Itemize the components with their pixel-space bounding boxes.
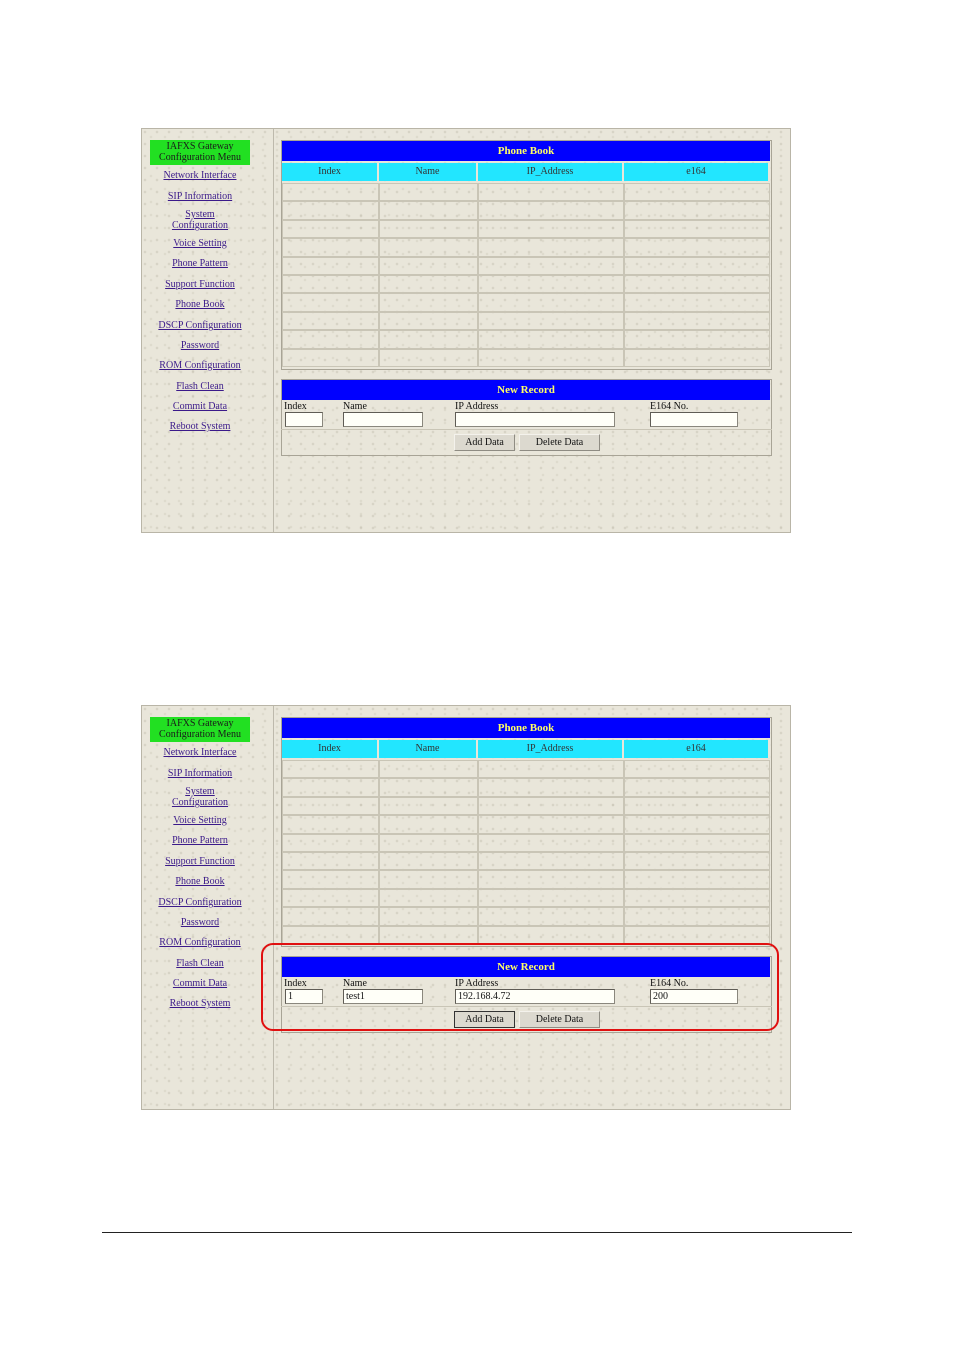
table-cell: [379, 852, 478, 870]
table-cell: [282, 220, 379, 238]
table-cell: [282, 797, 379, 815]
table-cell: [379, 815, 478, 833]
table-cell: [282, 312, 379, 330]
table-cell: [379, 220, 478, 238]
nav-system-line1: System: [185, 209, 215, 220]
table-row: [282, 870, 770, 888]
table-cell: [379, 907, 478, 925]
phone-book-header: [282, 163, 770, 181]
nav-password[interactable]: Password: [180, 340, 220, 351]
phone-book-rows: [282, 183, 770, 367]
nav-voice-setting[interactable]: Voice Setting: [173, 238, 227, 249]
table-cell: [282, 834, 379, 852]
table-row: [282, 852, 770, 870]
nav-support-function[interactable]: Support Function: [165, 279, 235, 290]
nav-commit-data[interactable]: Commit Data: [172, 401, 228, 412]
label-index: Index: [284, 401, 307, 412]
table-cell: [624, 926, 770, 944]
table-cell: [282, 778, 379, 796]
table-cell: [624, 834, 770, 852]
table-row: [282, 238, 770, 256]
label-index: Index: [284, 978, 307, 989]
col-index: Index: [282, 163, 379, 181]
phone-book-header: [282, 740, 770, 758]
nav-reboot-system[interactable]: Reboot System: [169, 421, 231, 432]
nav-flash-clean[interactable]: Flash Clean: [176, 381, 224, 392]
screenshot-filled-form: [141, 705, 791, 1110]
table-row: [282, 312, 770, 330]
table-cell: [282, 760, 379, 778]
nav-phone-book[interactable]: Phone Book: [175, 299, 225, 310]
table-cell: [624, 889, 770, 907]
table-row: [282, 293, 770, 311]
label-name: Name: [343, 401, 367, 412]
nav-phone-book[interactable]: Phone Book: [175, 876, 225, 887]
table-cell: [282, 201, 379, 219]
phone-book-title: Phone Book: [282, 141, 770, 161]
index-input[interactable]: [285, 412, 323, 427]
button-divider: [281, 429, 772, 430]
table-cell: [624, 852, 770, 870]
nav-system-configuration[interactable]: [142, 786, 258, 808]
label-ip-address: IP Address: [455, 401, 499, 412]
nav-phone-pattern[interactable]: Phone Pattern: [172, 258, 228, 269]
e164-input[interactable]: [650, 412, 738, 427]
table-cell: [379, 870, 478, 888]
ip-address-input[interactable]: [455, 412, 615, 427]
table-cell: [379, 201, 478, 219]
new-record-title: New Record: [282, 380, 770, 400]
table-cell: [379, 889, 478, 907]
table-row: [282, 201, 770, 219]
table-row: [282, 349, 770, 367]
brand-line-1: IAFXS Gateway: [166, 718, 234, 729]
nav-network-interface[interactable]: Network Interface: [163, 170, 237, 181]
table-cell: [478, 926, 624, 944]
table-cell: [624, 760, 770, 778]
col-name: Name: [379, 740, 478, 758]
col-ip-address: IP_Address: [478, 163, 624, 181]
table-cell: [478, 870, 624, 888]
table-cell: [282, 907, 379, 925]
nav-rom-configuration[interactable]: ROM Configuration: [159, 360, 241, 371]
nav-network-interface[interactable]: Network Interface: [163, 747, 237, 758]
nav-system-line2: Configuration: [171, 797, 229, 808]
phone-book-rows: [282, 760, 770, 944]
table-cell: [624, 797, 770, 815]
table-cell: [478, 852, 624, 870]
nav-reboot-system[interactable]: Reboot System: [169, 998, 231, 1009]
table-cell: [624, 275, 770, 293]
col-e164: e164: [624, 163, 770, 181]
table-cell: [282, 238, 379, 256]
screenshot-empty-form: [141, 128, 791, 533]
table-cell: [379, 183, 478, 201]
add-data-button[interactable]: Add Data: [454, 434, 515, 451]
table-cell: [478, 349, 624, 367]
nav-sip-information[interactable]: SIP Information: [167, 191, 233, 202]
new-record-title: New Record: [282, 957, 770, 977]
table-cell: [624, 907, 770, 925]
table-cell: [379, 797, 478, 815]
nav-system-line1: System: [185, 786, 215, 797]
table-cell: [624, 312, 770, 330]
nav-flash-clean[interactable]: Flash Clean: [176, 958, 224, 969]
label-ip-address: IP Address: [455, 978, 499, 989]
table-cell: [379, 293, 478, 311]
table-cell: [624, 349, 770, 367]
delete-data-button[interactable]: Delete Data: [519, 434, 600, 451]
table-cell: [282, 889, 379, 907]
table-cell: [379, 330, 478, 348]
table-cell: [282, 275, 379, 293]
table-cell: [379, 238, 478, 256]
table-cell: [478, 330, 624, 348]
table-cell: [624, 220, 770, 238]
table-cell: [624, 778, 770, 796]
table-cell: [478, 889, 624, 907]
col-index: Index: [282, 740, 379, 758]
table-cell: [478, 201, 624, 219]
nav-voice-setting[interactable]: Voice Setting: [173, 815, 227, 826]
table-row: [282, 889, 770, 907]
label-e164: E164 No.: [650, 978, 689, 989]
table-row: [282, 220, 770, 238]
table-cell: [478, 220, 624, 238]
table-cell: [478, 183, 624, 201]
brand-line-2: Configuration Menu: [159, 152, 241, 163]
table-cell: [624, 815, 770, 833]
table-cell: [478, 760, 624, 778]
nav-password[interactable]: Password: [180, 917, 220, 928]
table-row: [282, 760, 770, 778]
table-cell: [478, 275, 624, 293]
table-cell: [282, 926, 379, 944]
nav-rom-configuration[interactable]: ROM Configuration: [159, 937, 241, 948]
table-cell: [379, 349, 478, 367]
table-cell: [282, 293, 379, 311]
table-cell: [379, 275, 478, 293]
nav-dscp-configuration[interactable]: DSCP Configuration: [158, 320, 242, 331]
nav-commit-data[interactable]: Commit Data: [172, 978, 228, 989]
table-cell: [624, 201, 770, 219]
table-cell: [624, 293, 770, 311]
table-cell: [282, 349, 379, 367]
table-cell: [282, 815, 379, 833]
nav-dscp-configuration[interactable]: DSCP Configuration: [158, 897, 242, 908]
table-row: [282, 778, 770, 796]
table-cell: [624, 870, 770, 888]
phone-book-title: Phone Book: [282, 718, 770, 738]
label-e164: E164 No.: [650, 401, 689, 412]
col-ip-address: IP_Address: [478, 740, 624, 758]
table-cell: [478, 293, 624, 311]
table-cell: [478, 238, 624, 256]
nav-sip-information[interactable]: SIP Information: [167, 768, 233, 779]
brand-label: [150, 717, 250, 742]
sidebar: [142, 706, 274, 1109]
table-cell: [478, 815, 624, 833]
table-cell: [282, 870, 379, 888]
table-cell: [478, 797, 624, 815]
table-cell: [478, 907, 624, 925]
table-cell: [624, 183, 770, 201]
table-row: [282, 797, 770, 815]
table-row: [282, 815, 770, 833]
table-cell: [282, 330, 379, 348]
nav-system-configuration[interactable]: [142, 209, 258, 231]
col-name: Name: [379, 163, 478, 181]
brand-label: [150, 140, 250, 165]
highlight-new-record: [261, 943, 779, 1031]
table-cell: [624, 330, 770, 348]
table-cell: [624, 238, 770, 256]
brand-line-2: Configuration Menu: [159, 729, 241, 740]
table-cell: [282, 183, 379, 201]
table-row: [282, 907, 770, 925]
table-cell: [478, 312, 624, 330]
delete-data-button[interactable]: Delete Data: [519, 1011, 600, 1028]
table-cell: [624, 257, 770, 275]
nav-system-line2: Configuration: [171, 220, 229, 231]
table-cell: [478, 257, 624, 275]
table-cell: [379, 312, 478, 330]
table-row: [282, 275, 770, 293]
table-cell: [282, 257, 379, 275]
footer-divider: [102, 1232, 852, 1233]
col-e164: e164: [624, 740, 770, 758]
table-cell: [379, 760, 478, 778]
nav-support-function[interactable]: Support Function: [165, 856, 235, 867]
table-cell: [379, 926, 478, 944]
table-row: [282, 330, 770, 348]
label-name: Name: [343, 978, 367, 989]
table-cell: [379, 778, 478, 796]
table-row: [282, 926, 770, 944]
table-row: [282, 257, 770, 275]
name-input[interactable]: [343, 412, 423, 427]
brand-line-1: IAFXS Gateway: [166, 141, 234, 152]
table-row: [282, 183, 770, 201]
sidebar: [142, 129, 274, 532]
table-cell: [379, 257, 478, 275]
table-cell: [478, 834, 624, 852]
table-cell: [379, 834, 478, 852]
add-data-button[interactable]: Add Data: [454, 1011, 515, 1028]
table-row: [282, 834, 770, 852]
table-cell: [478, 778, 624, 796]
nav-phone-pattern[interactable]: Phone Pattern: [172, 835, 228, 846]
table-cell: [282, 852, 379, 870]
